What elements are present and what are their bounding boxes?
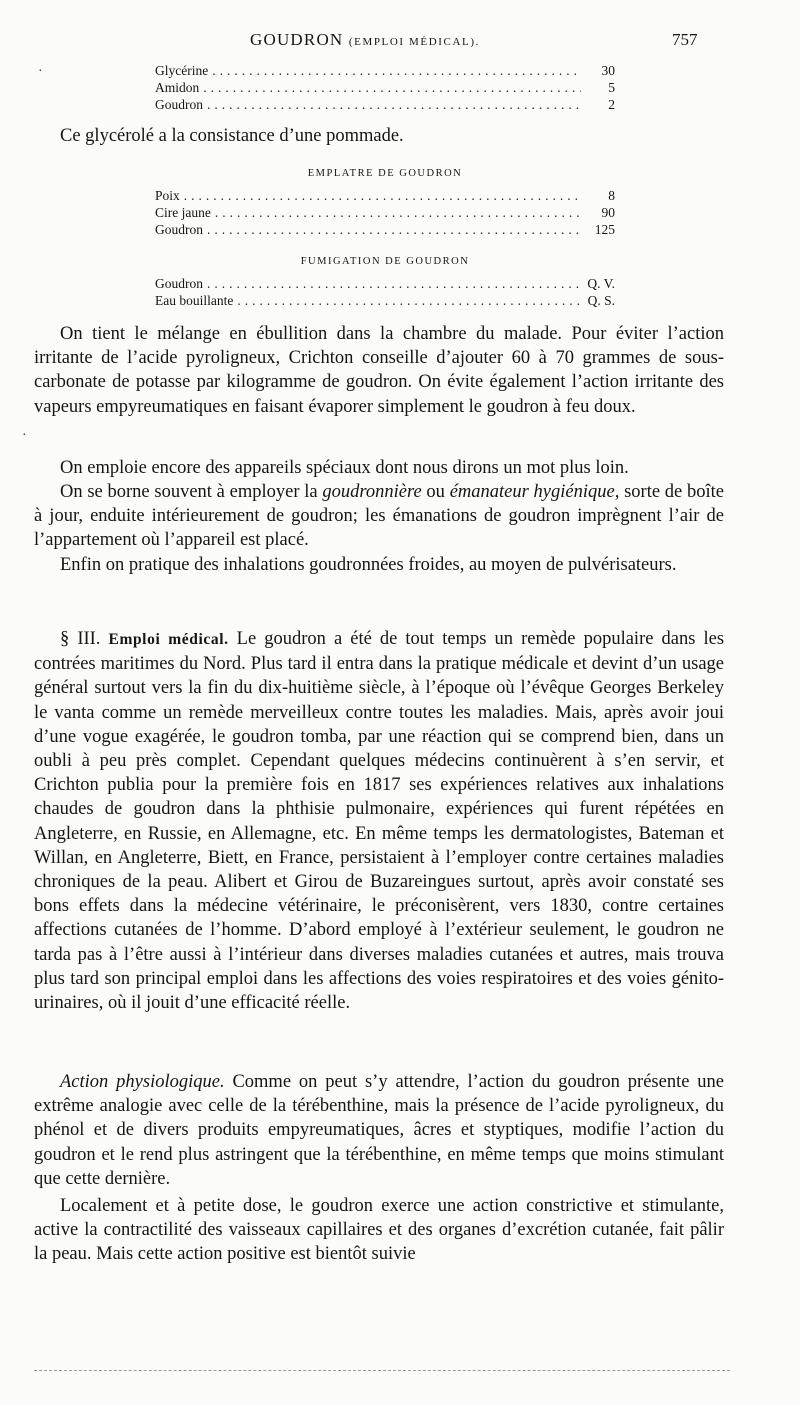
text-run: ou <box>421 482 450 502</box>
section-heading: Emploi médical. <box>108 631 229 648</box>
italic-term: goudronnière <box>322 482 422 502</box>
recipe-title-emplatre: EMPLATRE DE GOUDRON <box>307 168 463 179</box>
text-run: Le goudron a été de tout temps un remède populaire dans les contrées maritimes du Nord. Plus tard il entra dans la pratique médicale et devint d’un usage général surtout vers la fin du dix-huitième siècle, à l’époque où l’évêque Georges Berkeley le vanta comme un remède merveilleux contre toutes les maladies. Mais, après avoir joui d’une vogue exagérée, le goudron tomba, par une réaction qui se comprend bien, dans un oubli à peu près complet. Cependant quelques médecins continuèrent à s’en servir, et Crichton publia pour la première fois en 1817 ses expériences relatives aux inhalations chaudes de goudron dans la phthisie pulmonaire, expériences qui furent répétées en Angleterre, en Russie, en Allemagne, etc. En même temps les dermatologistes, Bateman et Willan, en Angleterre, Biett, en France, persistaient à l’employer contre certaines maladies chroniques de la peau. Alibert et Girou de Buzareingues surtout, après avoir constaté ses bons effets dans la médecine vétérinaire, le préconisèrent, vers 1830, contre certaines affections cutanées de l’homme. D’abord employé à l’extérieur seulement, le goudron ne tarda pas à l’être aussi à l’intérieur dans diverses maladies cutanées et autres, mais trouva plus tard son principal emploi dans les affections des voies respiratoires et des voies génito-urinaires, où il jouit d’une efficacité réelle. <box>34 629 725 1014</box>
ingredient-name: Amidon <box>155 80 200 95</box>
text-run: On se borne souvent à employer la <box>60 482 323 502</box>
paragraph-ebullition: On tient le mélange en ébullition dans la chambre du malade. Pour éviter l’action irritante de l’acide pyroligneux, Crichton conseille d’ajouter 60 à 70 grammes de sous-carbonate de potasse par kilogramme de goudron. On évite également l’action irritante des vapeurs empyreumatiques en faisant évaporer simplement le goudron à feu doux. <box>34 324 724 417</box>
recipe-item <box>155 221 615 238</box>
recipe-item <box>155 292 615 309</box>
leader-dots <box>203 79 581 96</box>
recipe-note: Ce glycérolé a la consistance d’une pommade. <box>60 126 404 146</box>
ingredient-qty: 5 <box>608 80 615 95</box>
ingredient-name: Goudron <box>155 97 203 112</box>
ingredient-name: Poix <box>155 188 180 203</box>
recipe-item <box>155 62 615 79</box>
recipe-glycerole-list <box>155 62 615 113</box>
paragraph-inhalations: Enfin on pratique des inhalations goudronnées froides, au moyen de pulvérisateurs. <box>60 555 677 575</box>
ingredient-name: Eau bouillante <box>155 293 234 308</box>
margin-mark: · <box>22 428 27 443</box>
leader-dots <box>237 292 581 309</box>
running-header <box>0 30 800 54</box>
ingredient-name: Glycérine <box>155 63 209 78</box>
recipe-item <box>155 96 615 113</box>
recipe-item <box>155 204 615 221</box>
text-run: Comme on peut s’y attendre, l’action du goudron présente une extrême analogie avec celle de la térébenthine, mais la présence de l’acide pyroligneux, du phénol et de divers produits empyreumatiques, âcres et styptiques, modifie l’action du goudron et le rend plus astringent que la térébenthine, en même temps que moins stimulant que cette dernière. <box>34 1072 724 1189</box>
ingredient-qty: 2 <box>608 97 615 112</box>
ingredient-name: Goudron <box>155 276 203 291</box>
paragraph-emploi-medical <box>34 627 724 1015</box>
page-number: 757 <box>672 30 698 49</box>
leader-dots <box>207 96 581 113</box>
running-title <box>250 30 480 50</box>
italic-heading: Action physiologique. <box>60 1072 225 1092</box>
leader-dots <box>184 187 581 204</box>
recipe-fumigation-list <box>155 275 615 309</box>
ingredient-qty: Q. V. <box>587 276 615 291</box>
ingredient-qty: 30 <box>601 63 615 78</box>
ingredient-qty: Q. S. <box>587 293 615 308</box>
running-title-main: GOUDRON <box>250 30 344 49</box>
paragraph-localement: Localement et à petite dose, le goudron exerce une action constrictive et stimulante, active la contractilité des vaisseaux capillaires et des organes d’excrétion cutanée, fait pâlir la peau. Mais cette action positive est bientôt suivie <box>34 1196 724 1265</box>
leader-dots <box>215 204 581 221</box>
recipe-emplatre-list <box>155 187 615 238</box>
ingredient-name: Goudron <box>155 222 203 237</box>
paragraph-appareils: On emploie encore des appareils spéciaux dont nous dirons un mot plus loin. <box>60 458 629 478</box>
leader-dots <box>212 62 581 79</box>
ingredient-qty: 125 <box>594 222 615 237</box>
recipe-item <box>155 79 615 96</box>
italic-term: émanateur hygiénique, <box>449 482 620 502</box>
leader-dots <box>207 221 581 238</box>
section-mark: § III. <box>60 629 101 649</box>
leader-dots <box>207 275 581 292</box>
recipe-title-fumigation: FUMIGATION DE GOUDRON <box>300 256 470 267</box>
bottom-rule <box>34 1370 730 1371</box>
running-title-sub: (EMPLOI MÉDICAL). <box>348 36 480 48</box>
text-run: sorte de boîte à jour, enduite intérieurement de goudron; les émanations de goudron imprègnent l’air de l’appartement où l’appareil est placé. <box>34 482 724 551</box>
recipe-item <box>155 187 615 204</box>
ingredient-name: Cire jaune <box>155 205 211 220</box>
recipe-item <box>155 275 615 292</box>
paragraph-goudronniere <box>34 480 724 553</box>
ingredient-qty: 90 <box>601 205 615 220</box>
ingredient-qty: 8 <box>608 188 615 203</box>
margin-mark: · <box>38 64 43 79</box>
paragraph-action-physiologique <box>34 1070 724 1191</box>
